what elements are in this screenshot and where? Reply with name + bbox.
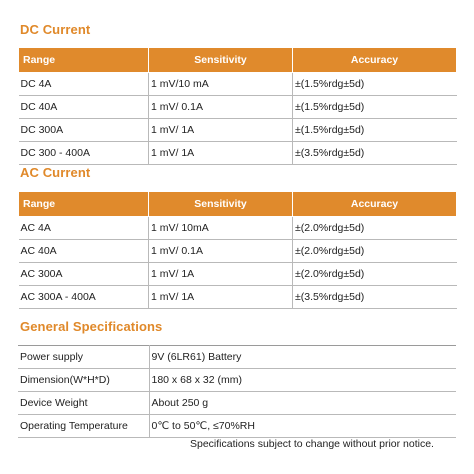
range-cell: DC 4A	[19, 73, 149, 96]
accuracy-cell: ±(2.0%rdg±5d)	[293, 263, 457, 286]
sensitivity-cell: 1 mV/10 mA	[149, 73, 293, 96]
accuracy-cell: ±(1.5%rdg±5d)	[293, 73, 457, 96]
accuracy-cell: ±(2.0%rdg±5d)	[293, 217, 457, 240]
accuracy-cell: ±(1.5%rdg±5d)	[293, 96, 457, 119]
range-cell: DC 40A	[19, 96, 149, 119]
table-row	[19, 217, 457, 240]
ac-current-table	[18, 191, 457, 309]
spec-value: 180 x 68 x 32 (mm)	[149, 369, 456, 392]
range-cell: AC 300A	[19, 263, 149, 286]
spec-label: Operating Temperature	[18, 415, 149, 438]
spec-value: 0℃ to 50℃, ≤70%RH	[149, 415, 456, 438]
sensitivity-cell: 1 mV/ 1A	[149, 286, 293, 309]
sensitivity-cell: 1 mV/ 1A	[149, 119, 293, 142]
table-row	[19, 286, 457, 309]
table-row	[19, 142, 457, 165]
table-row	[19, 263, 457, 286]
spec-value: 9V (6LR61) Battery	[149, 346, 456, 369]
table-row	[19, 119, 457, 142]
disclaimer-note: Specifications subject to change without prior notice.	[190, 438, 434, 450]
sensitivity-cell: 1 mV/ 0.1A	[149, 96, 293, 119]
table-header-row	[19, 48, 457, 73]
header-range: Range	[19, 192, 149, 217]
spec-label: Dimension(W*H*D)	[18, 369, 149, 392]
range-cell: DC 300A	[19, 119, 149, 142]
table-header-row	[19, 192, 457, 217]
spec-label: Device Weight	[18, 392, 149, 415]
header-range: Range	[19, 48, 149, 73]
sensitivity-cell: 1 mV/ 0.1A	[149, 240, 293, 263]
header-accuracy: Accuracy	[293, 192, 457, 217]
dc-current-title: DC Current	[20, 22, 91, 37]
table-row	[19, 96, 457, 119]
table-row	[18, 369, 456, 392]
accuracy-cell: ±(2.0%rdg±5d)	[293, 240, 457, 263]
general-specifications-table	[18, 345, 456, 438]
table-row	[18, 346, 456, 369]
table-row	[18, 415, 456, 438]
ac-current-title: AC Current	[20, 165, 91, 180]
accuracy-cell: ±(3.5%rdg±5d)	[293, 286, 457, 309]
dc-current-table	[18, 47, 457, 165]
general-specifications-title: General Specifications	[20, 319, 163, 334]
accuracy-cell: ±(1.5%rdg±5d)	[293, 119, 457, 142]
range-cell: DC 300 - 400A	[19, 142, 149, 165]
accuracy-cell: ±(3.5%rdg±5d)	[293, 142, 457, 165]
header-accuracy: Accuracy	[293, 48, 457, 73]
range-cell: AC 4A	[19, 217, 149, 240]
table-row	[18, 392, 456, 415]
range-cell: AC 40A	[19, 240, 149, 263]
table-row	[19, 73, 457, 96]
sensitivity-cell: 1 mV/ 1A	[149, 263, 293, 286]
sensitivity-cell: 1 mV/ 10mA	[149, 217, 293, 240]
range-cell: AC 300A - 400A	[19, 286, 149, 309]
sensitivity-cell: 1 mV/ 1A	[149, 142, 293, 165]
spec-label: Power supply	[18, 346, 149, 369]
header-sensitivity: Sensitivity	[149, 192, 293, 217]
table-row	[19, 240, 457, 263]
spec-value: About 250 g	[149, 392, 456, 415]
header-sensitivity: Sensitivity	[149, 48, 293, 73]
